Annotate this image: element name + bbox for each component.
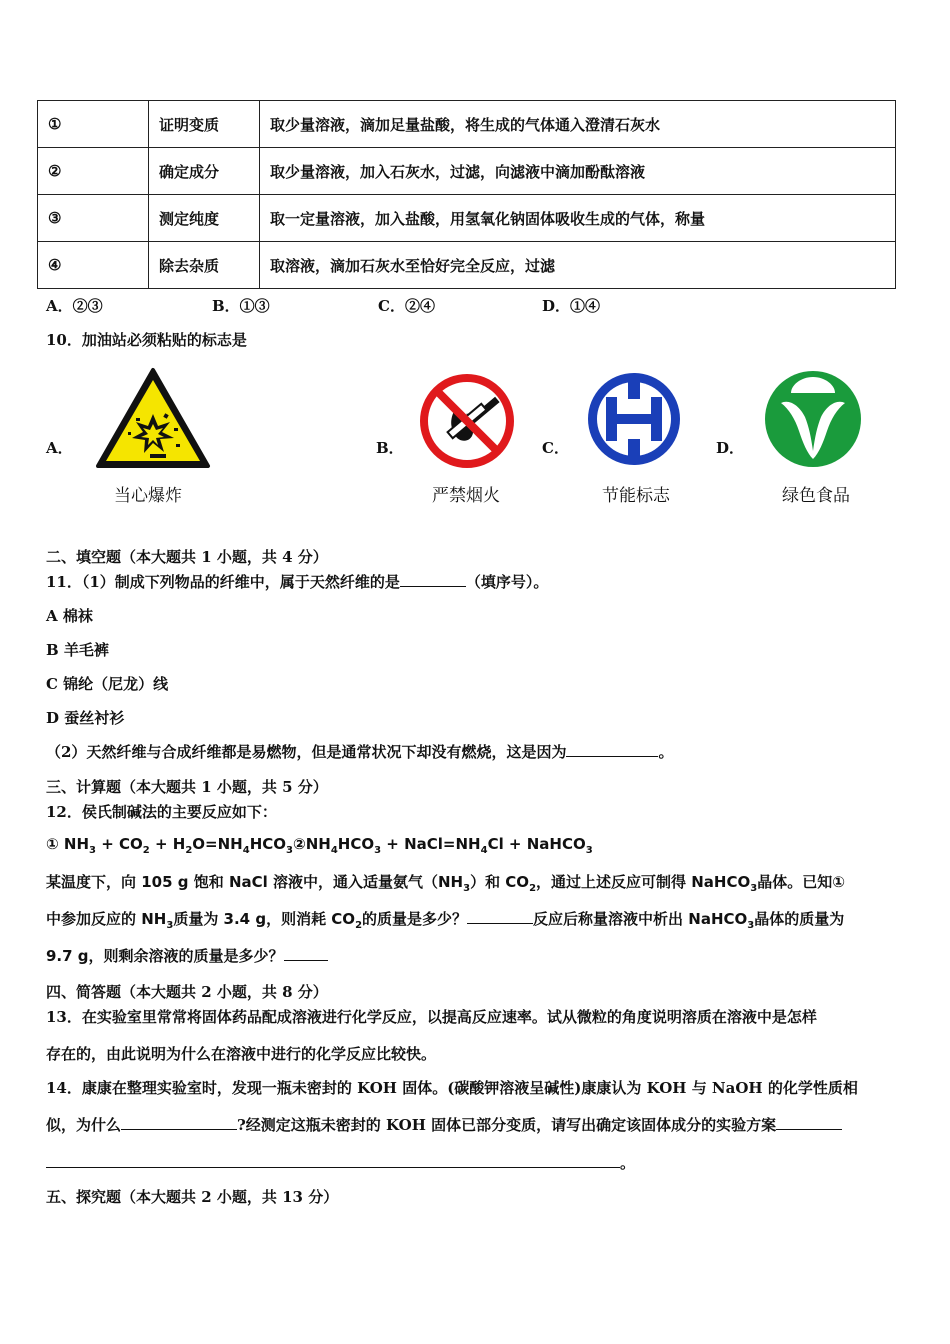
subscript: 3 [374, 845, 382, 856]
answer-blank[interactable] [284, 946, 328, 961]
table-cell-method: 取少量溶液，加入石灰水，过滤，向滤液中滴加酚酞溶液 [260, 148, 896, 195]
q11-part1-suffix: （填序号）。 [465, 573, 549, 591]
table-cell-purpose: 确定成分 [149, 148, 260, 195]
answer-blank[interactable] [776, 1115, 842, 1130]
table-row [38, 242, 896, 289]
green-food-icon [763, 369, 863, 469]
table-row [38, 101, 896, 148]
q12-text: 晶体。已知① [757, 873, 845, 891]
subscript: 3 [89, 845, 96, 856]
q12-text: ，通过上述反应可制得 NaHCO [536, 873, 751, 891]
q12-text: 9.7 g，则剩余溶液的质量是多少？ [46, 947, 284, 965]
reaction-1-text: HCO [249, 835, 287, 853]
q10-letter-d: D． [716, 439, 745, 457]
q11-option-a: A 棉袜 [46, 607, 93, 625]
section2-heading: 二、填空题（本大题共 1 小题，共 4 分） [46, 548, 328, 566]
answer-blank[interactable] [566, 742, 658, 757]
section4-heading: 四、简答题（本大题共 2 小题，共 8 分） [46, 983, 328, 1001]
table-cell-method: 取一定量溶液，加入盐酸，用氢氧化钠固体吸收生成的气体，称量 [260, 195, 896, 242]
q13-line2: 存在的，由此说明为什么在溶液中进行的化学反应比较快。 [46, 1045, 437, 1063]
q11-option-b: B 羊毛裤 [46, 641, 109, 659]
table-cell-purpose: 测定纯度 [149, 195, 260, 242]
q12-paragraph-line1 [46, 871, 845, 894]
subscript: 3 [286, 845, 293, 856]
section3-heading: 三、计算题（本大题共 1 小题，共 5 分） [46, 778, 328, 796]
reaction-2-text: ②NH [293, 835, 331, 853]
q12-text: 晶体的质量为 [754, 910, 845, 928]
reaction-2-text: HCO [337, 835, 375, 853]
reaction-1-text: O=NH [192, 835, 243, 853]
table-cell-num: ③ [38, 195, 149, 242]
subscript: 4 [330, 845, 338, 856]
q14-text: ?经测定这瓶未密封的 KOH 固体已部分变质，请写出确定该固体成分的实验方案 [237, 1116, 777, 1134]
table-cell-method: 取溶液，滴加石灰水至恰好完全反应，过滤 [260, 242, 896, 289]
subscript: 4 [242, 845, 250, 856]
subscript: 2 [529, 883, 537, 894]
q9-option-b: B．①③ [212, 297, 270, 315]
caption-a: 当心爆炸 [114, 486, 182, 506]
subscript: 4 [480, 845, 488, 856]
q12-text: 的质量是多少？ [362, 910, 468, 928]
subscript: 3 [463, 883, 471, 894]
table-cell-method: 取少量溶液，滴加足量盐酸，将生成的气体通入澄清石灰水 [260, 101, 896, 148]
section5-heading: 五、探究题（本大题共 2 小题，共 13 分） [46, 1188, 339, 1206]
table-cell-purpose: 除去杂质 [149, 242, 260, 289]
q13-line1: 13．在实验室里常常将固体药品配成溶液进行化学反应，以提高反应速率。试从微粒的角度说明溶质在溶液中是怎样 [46, 1008, 817, 1026]
subscript: 3 [747, 920, 755, 931]
subscript: 3 [166, 920, 174, 931]
no-fire-icon [419, 373, 515, 469]
table-row [38, 148, 896, 195]
q9-option-d: D．①④ [542, 297, 601, 315]
q12-reactions [46, 835, 593, 856]
q11-part2 [46, 741, 673, 762]
table-cell-purpose: 证明变质 [149, 101, 260, 148]
q12-paragraph-line2 [46, 908, 844, 931]
reaction-1-text: + H [149, 835, 186, 853]
subscript: 3 [585, 845, 593, 856]
q14-line2 [46, 1114, 842, 1135]
explosion-warning-icon [94, 366, 212, 470]
q12-text: ）和 CO [470, 873, 530, 891]
reaction-2-text: Cl + NaHCO [487, 835, 586, 853]
table-cell-num: ② [38, 148, 149, 195]
table-cell-num: ① [38, 101, 149, 148]
reaction-1-text: ① NH [46, 835, 90, 853]
caption-d: 绿色食品 [782, 486, 850, 506]
q14-text: 似，为什么 [46, 1116, 122, 1134]
q12-text: 质量为 3.4 g，则消耗 CO [173, 910, 356, 928]
answer-blank[interactable] [400, 572, 466, 587]
subscript: 3 [750, 883, 758, 894]
reaction-1-text: + CO [96, 835, 143, 853]
subscript: 2 [185, 845, 193, 856]
answer-blank[interactable] [467, 909, 533, 924]
q11-option-d: D 蚕丝衬衫 [46, 709, 125, 727]
subscript: 2 [142, 845, 150, 856]
q9-option-a: A．②③ [46, 297, 103, 315]
q14-line3 [46, 1152, 635, 1173]
q11-part1 [46, 571, 548, 592]
q12-title: 12．侯氏制碱法的主要反应如下： [46, 803, 277, 821]
caption-b: 严禁烟火 [432, 486, 500, 506]
q11-part1-text: 11．（1）制成下列物品的纤维中，属于天然纤维的是 [46, 573, 400, 591]
q9-table [37, 100, 896, 289]
q11-part2-suffix: 。 [658, 743, 674, 761]
reaction-2-text: + NaCl=NH [381, 835, 481, 853]
q9-option-c: C．②④ [378, 297, 435, 315]
q14-line1: 14．康康在整理实验室时，发现一瓶未密封的 KOH 固体。(碳酸钾溶液呈碱性)康康认为 KOH 与 NaOH 的化学性质相 [46, 1079, 858, 1097]
caption-c: 节能标志 [602, 486, 670, 506]
q10-letter-b: B． [376, 439, 404, 457]
q12-paragraph-line3 [46, 945, 328, 966]
q11-part2-text: （2）天然纤维与合成纤维都是易燃物，但是通常状况下却没有燃烧，这是因为 [46, 743, 567, 761]
q10-letter-c: C． [542, 439, 569, 457]
answer-blank[interactable] [46, 1153, 620, 1168]
answer-blank[interactable] [121, 1115, 237, 1130]
q12-text: 某温度下，向 105 g 饱和 NaCl 溶液中，通入适量氨气（NH [46, 873, 464, 891]
q12-text: 中参加反应的 NH [46, 910, 167, 928]
energy-saving-icon [584, 369, 684, 469]
table-cell-num: ④ [38, 242, 149, 289]
table-row [38, 195, 896, 242]
q11-option-c: C 锦纶（尼龙）线 [46, 675, 169, 693]
subscript: 2 [355, 920, 363, 931]
q10-letter-a: A． [46, 439, 73, 457]
q10-question: 10．加油站必须粘贴的标志是 [46, 331, 247, 349]
q12-text: 反应后称量溶液中析出 NaHCO [533, 910, 748, 928]
q14-text: 。 [620, 1154, 636, 1172]
